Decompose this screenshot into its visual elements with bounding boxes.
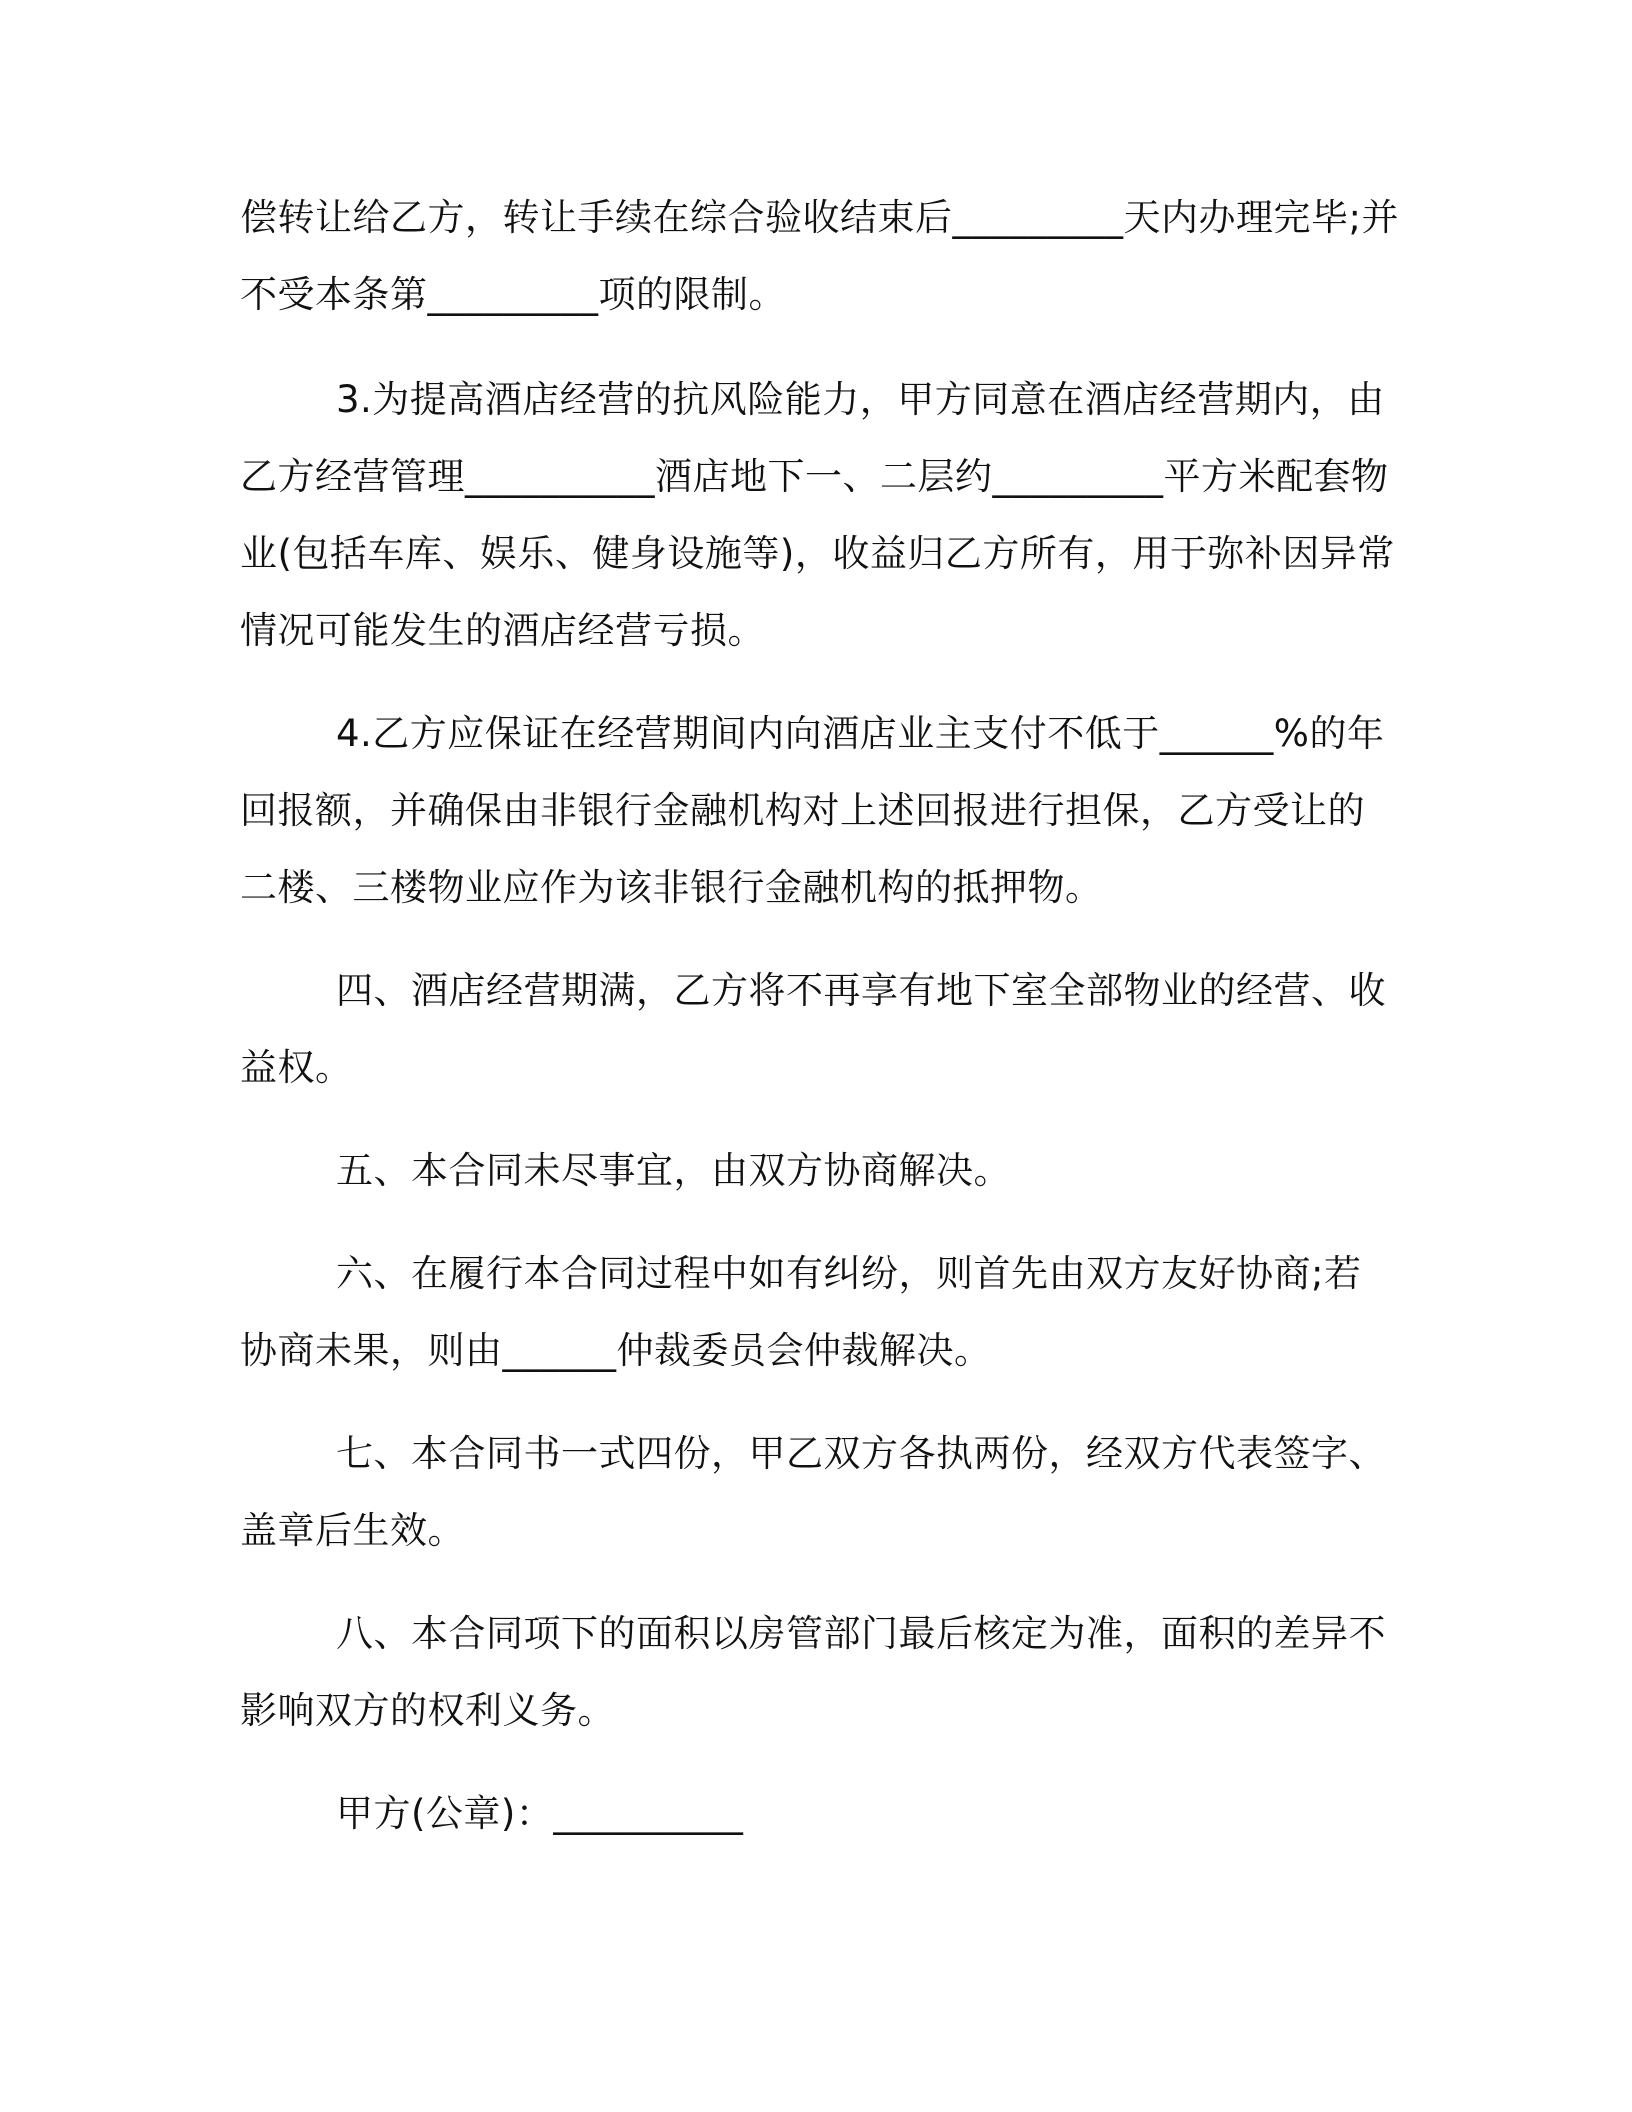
clause-3-line-1: 3.为提高酒店经营的抗风险能力，甲方同意在酒店经营期内，由 bbox=[336, 378, 1385, 421]
article-4-line-2: 益权。 bbox=[240, 1046, 353, 1089]
article-6-line-2: 协商未果，则由______仲裁委员会仲裁解决。 bbox=[240, 1329, 992, 1372]
clause-3-line-2: 乙方经营管理__________酒店地下一、二层约_________平方米配套物 bbox=[240, 455, 1389, 498]
clause-3-line-3: 业(包括车库、娱乐、健身设施等)，收益归乙方所有，用于弥补因异常 bbox=[240, 532, 1395, 575]
clause-4-line-2: 回报额，并确保由非银行金融机构对上述回报进行担保，乙方受让的 bbox=[240, 789, 1365, 832]
article-8-line-1: 八、本合同项下的面积以房管部门最后核定为准，面积的差异不 bbox=[336, 1612, 1386, 1655]
article-6-line-1: 六、在履行本合同过程中如有纠纷，则首先由双方友好协商;若 bbox=[336, 1252, 1362, 1295]
party-a-seal-line: 甲方(公章)：__________ bbox=[336, 1792, 744, 1835]
article-7-line-1: 七、本合同书一式四份，甲乙双方各执两份，经双方代表签字、 bbox=[336, 1432, 1386, 1475]
article-7-line-2: 盖章后生效。 bbox=[240, 1509, 465, 1552]
clause-3-line-4: 情况可能发生的酒店经营亏损。 bbox=[240, 609, 765, 652]
document-page bbox=[240, 0, 1399, 2112]
article-4-line-1: 四、酒店经营期满，乙方将不再享有地下室全部物业的经营、收 bbox=[336, 969, 1386, 1012]
clause-continuation-line-1: 偿转让给乙方，转让手续在综合验收结束后_________天内办理完毕;并 bbox=[240, 196, 1399, 239]
clause-4-line-1: 4.乙方应保证在经营期间内向酒店业主支付不低于______%的年 bbox=[336, 712, 1385, 755]
clause-continuation-line-2: 不受本条第_________项的限制。 bbox=[240, 273, 786, 316]
article-5-line-1: 五、本合同未尽事宜，由双方协商解决。 bbox=[336, 1149, 1011, 1192]
clause-4-line-3: 二楼、三楼物业应作为该非银行金融机构的抵押物。 bbox=[240, 866, 1103, 909]
article-8-line-2: 影响双方的权利义务。 bbox=[240, 1689, 615, 1732]
